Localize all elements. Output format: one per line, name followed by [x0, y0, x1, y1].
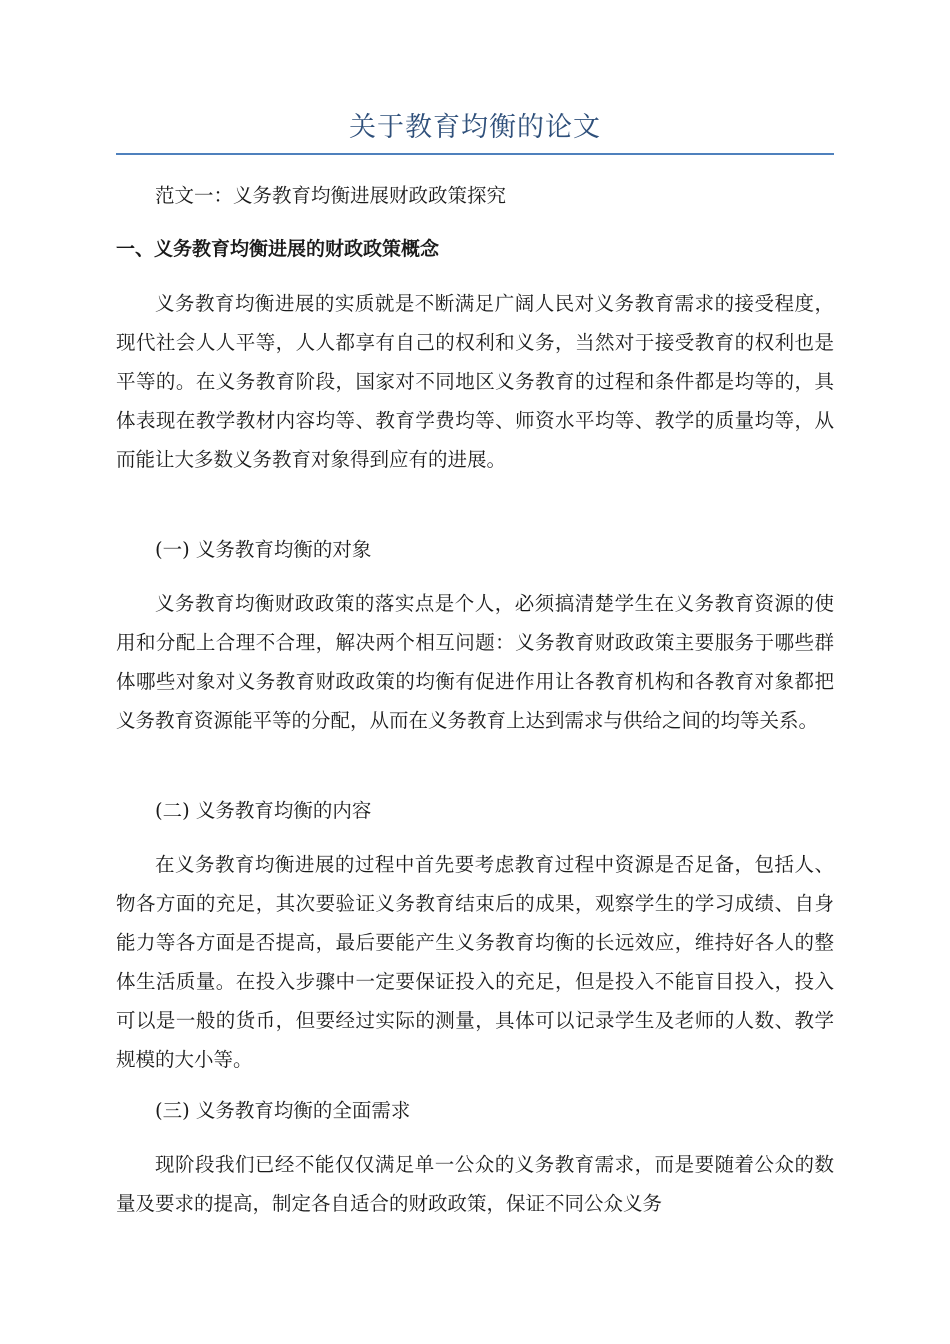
subheading: (一) 义务教育均衡的对象: [155, 538, 372, 561]
paragraph: 在义务教育均衡进展的过程中首先要考虑教育过程中资源是否足备，包括人、物各方面的充足，其次要验证义务教育结束后的成果，观察学生的学习成绩、自身能力等各方面是否提高，最后要能产生义务教育均衡的长远效应，维持好各人的整体生活质量。在投入步骤中一定要保证投入的充足，但是投入不能盲目投入，投入可以是一般的货币，但要经过实际的测量，具体可以记录学生及老师的人数、教学规模的大小等。: [116, 853, 834, 1071]
document-title: 关于教育均衡的论文: [349, 112, 601, 143]
section-heading: 一、义务教育均衡进展的财政政策概念: [116, 238, 440, 260]
title-underline: [116, 153, 834, 155]
paragraph: 义务教育均衡进展的实质就是不断满足广阔人民对义务教育需求的接受程度，现代社会人人平等，人人都享有自己的权利和义务，当然对于接受教育的权利也是平等的。在义务教育阶段，国家对不同地区义务教育的过程和条件都是均等的，具体表现在教学教材内容均等、教育学费均等、师资水平均等、教学的质量均等，从而能让大多数义务教育对象得到应有的进展。: [116, 292, 834, 471]
subheading: (二) 义务教育均衡的内容: [155, 799, 372, 822]
essay-subtitle: 范文一：义务教育均衡进展财政政策探究: [155, 184, 507, 207]
subheading: (三) 义务教育均衡的全面需求: [155, 1099, 411, 1122]
paragraph: 义务教育均衡财政政策的落实点是个人，必须搞清楚学生在义务教育资源的使用和分配上合理不合理，解决两个相互问题：义务教育财政政策主要服务于哪些群体哪些对象对义务教育财政政策的均衡有促进作用让各教育机构和各教育对象都把义务教育资源能平等的分配，从而在义务教育上达到需求与供给之间的均等关系。: [116, 592, 834, 732]
paragraph: 现阶段我们已经不能仅仅满足单一公众的义务教育需求，而是要随着公众的数量及要求的提高，制定各自适合的财政政策，保证不同公众义务: [116, 1153, 834, 1215]
